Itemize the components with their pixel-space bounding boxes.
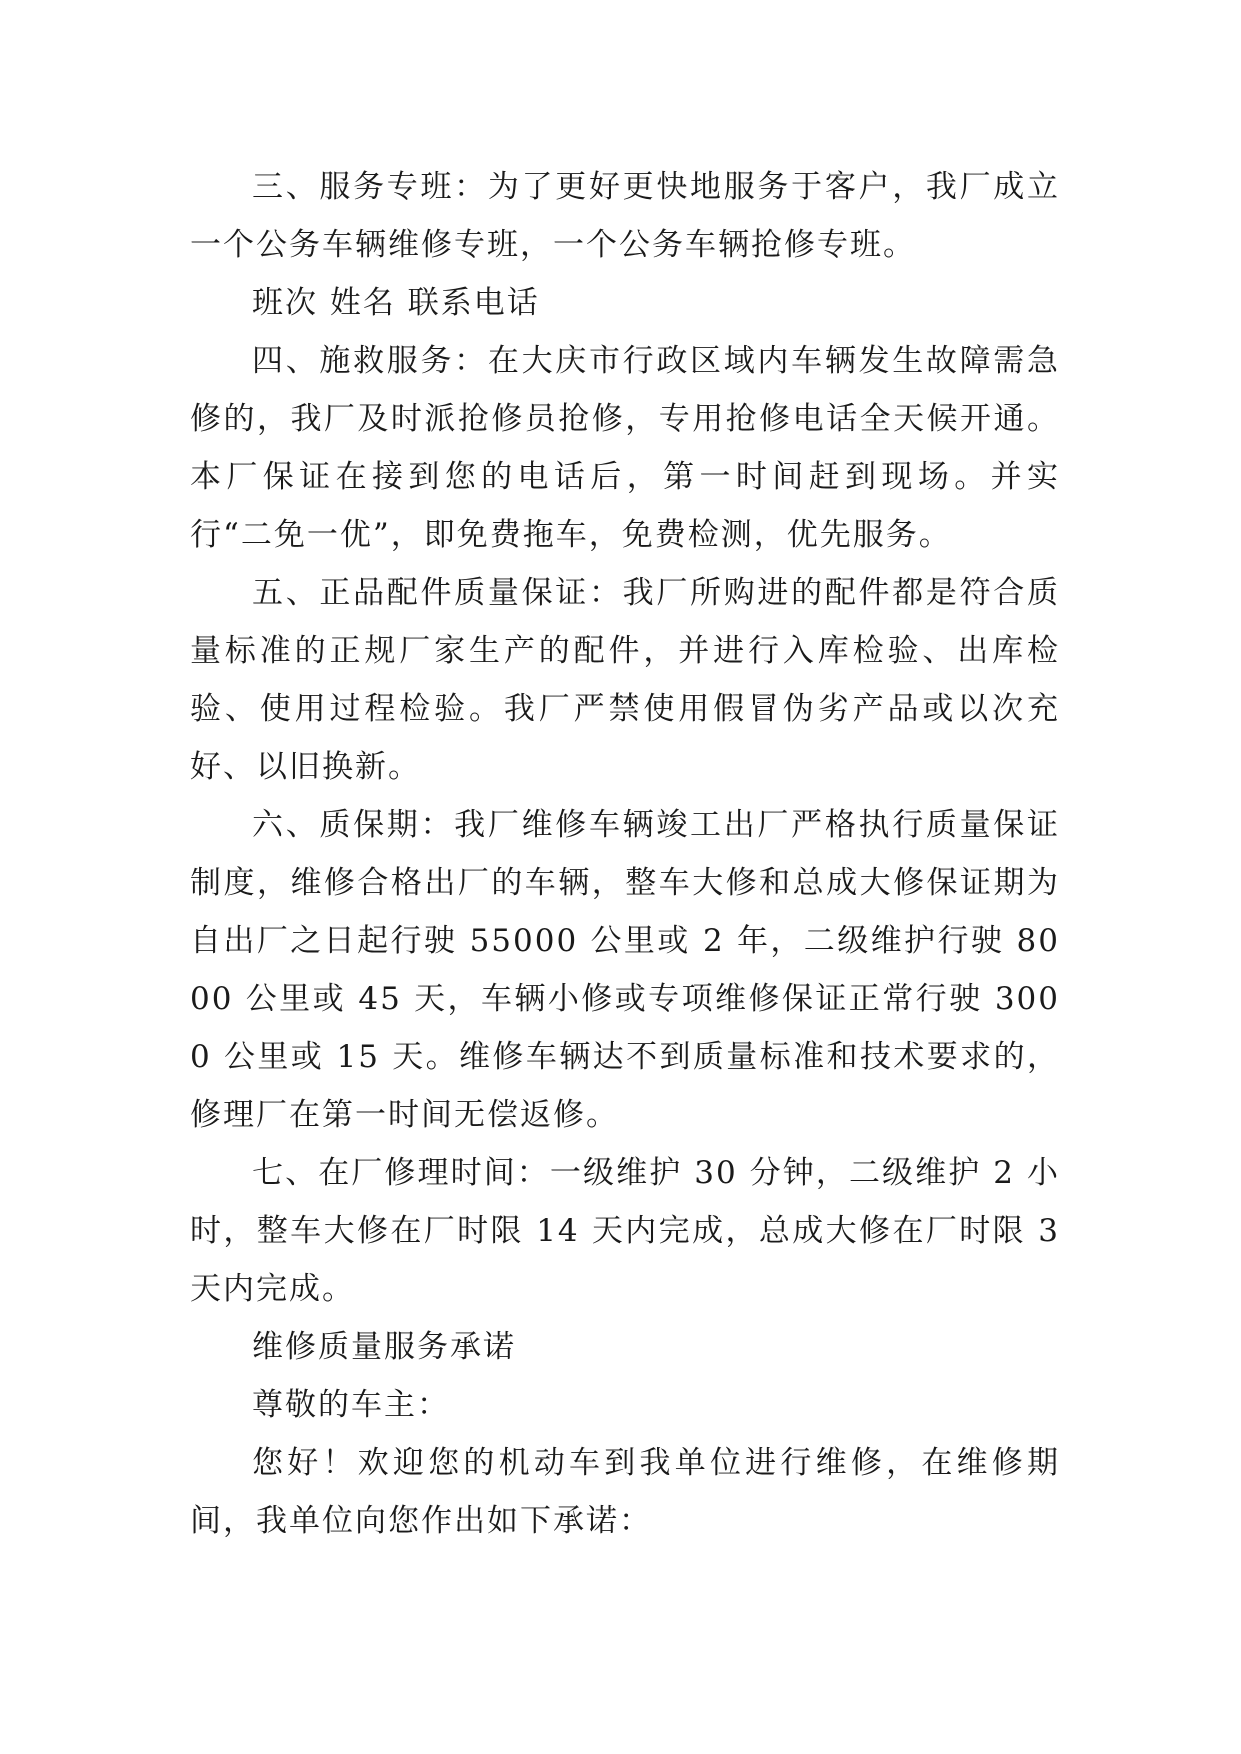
paragraph-commitment-title: 维修质量服务承诺 — [252, 1329, 516, 1365]
paragraph-rescue-service: 四、施救服务：在大庆市行政区域内车辆发生故障需急修的，我厂及时派抢修员抢修，专用抢修电话全天候开通。本厂保证在接到您的电话后，第一时间赶到现场。并实行“二免一优”，即免费拖车，免费检测，优先服务。 — [190, 343, 1060, 553]
paragraph-team-table-header: 班次 姓名 联系电话 — [252, 285, 540, 321]
paragraph-salutation: 尊敬的车主： — [252, 1387, 450, 1423]
paragraph-service-team: 三、服务专班：为了更好更快地服务于客户，我厂成立一个公务车辆维修专班，一个公务车辆抢修专班。 — [190, 169, 1060, 263]
paragraph-greeting: 您好！欢迎您的机动车到我单位进行维修，在维修期间，我单位向您作出如下承诺： — [190, 1445, 1060, 1539]
paragraph-warranty-period: 六、质保期：我厂维修车辆竣工出厂严格执行质量保证制度，维修合格出厂的车辆，整车大修和总成大修保证期为自出厂之日起行驶 55000 公里或 2 年，二级维护行驶 8000 公里或 45 天，车辆小修或专项维修保证正常行驶 3000 公里或 15 天。维修车辆达不到质量标准和技术要求的，修理厂在第一时间无偿返修。 — [190, 807, 1060, 1133]
paragraph-repair-time: 七、在厂修理时间：一级维护 30 分钟，二级维护 2 小时，整车大修在厂时限 14 天内完成，总成大修在厂时限 3 天内完成。 — [190, 1155, 1060, 1307]
document-body — [190, 158, 1060, 1550]
paragraph-genuine-parts: 五、正品配件质量保证：我厂所购进的配件都是符合质量标准的正规厂家生产的配件，并进行入库检验、出库检验、使用过程检验。我厂严禁使用假冒伪劣产品或以次充好、以旧换新。 — [190, 575, 1060, 785]
